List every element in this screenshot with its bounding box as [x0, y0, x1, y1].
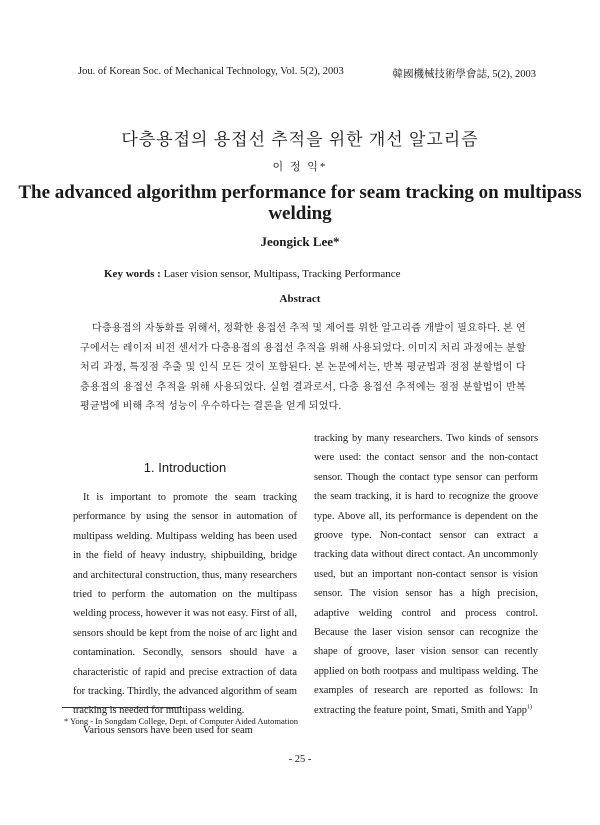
keywords-text: Laser vision sensor, Multipass, Tracking Performance [160, 268, 401, 280]
keywords [104, 268, 401, 280]
footnote-rule [62, 707, 182, 708]
left-column [73, 458, 297, 740]
intro-paragraph-2-continued [314, 429, 538, 720]
section-heading-introduction: 1. Introduction [143, 460, 227, 475]
korean-author: 이 정 익* [272, 161, 328, 173]
author-affiliation-footnote: * Yong - In Songdam College, Dept. of Computer Aided Automation [64, 716, 298, 726]
journal-header-english: Jou. of Korean Soc. of Mechanical Technology, Vol. 5(2), 2003 [78, 66, 344, 77]
intro-paragraph-1: It is important to promote the seam tracking performance by using the sensor in automation of multipass welding. Multipass welding has been used in the field of heavy industry, shipbuilding, bridge and architectural construction, thus, many researchers tried to perform the automation on the multipass welding process, however it was not easy. First of all, sensors should be kept from the noise of arc light and contamination. Secondly, sensors should have a characteristic of rapid and precise extraction of data for tracking. Thirdly, the advanced algorithm of seam tracking is needed for multipass welding. [73, 492, 297, 717]
intro-paragraph-2-text: tracking by many researchers. Two kinds of sensors were used: the contact sensor and the non-contact sensor. Though the contact type sensor can perform the seam tracking, it is hard to recognize the groove type. Above all, its performance is dependent on the groove type. Non-contact sensor can extract a tracking data without direct contact. An uncommonly used, but an important non-contact sensor is vision sensor. The vision sensor has a high precision, adaptive welding control and process control. Because the laser vision sensor can recognize the shape of groove, laser vision sensor can recently applied on both rootpass and multipass welding. The examples of research are reported as follows: In extracting the feature point, Smati, Smith and Yapp [314, 433, 538, 716]
korean-title: 다층용접의 용접선 추적을 위한 개선 알고리즘 [121, 130, 479, 149]
page-number: - 25 - [288, 754, 312, 765]
journal-header-korean: 韓國機械技術學會誌, 5(2), 2003 [392, 69, 536, 80]
abstract-heading: Abstract [279, 293, 321, 305]
intro-paragraph-2-start: Various sensors have been used for seam [83, 724, 253, 736]
english-title: The advanced algorithm performance for seam tracking on multipass welding [18, 182, 582, 224]
keywords-label: Key words : [104, 268, 161, 280]
abstract [80, 319, 526, 417]
abstract-text: 다층용접의 자동화를 위해서, 정확한 용접선 추적 및 제어를 위한 알고리즘 개발이 필요하다. 본 연구에서는 레이저 비전 센서가 다층용접의 용접선 추적을 위해 사용되었다. 이미지 처리 과정에는 분할처리 과정, 특징점 추출 및 인식 모든 것이 포함된다. 본 논문에서는, 반복 평균법과 점점 분할법이 다층용접의 용접선 추적을 위해 사용되었다. 실험 결과로서, 다층 용접선 추적에는 점점 분할법이 반복 평균법에 비해 추적 성능이 우수하다는 결론을 얻게 되었다. [80, 323, 526, 412]
right-column [314, 429, 538, 720]
citation-1: 1) [526, 704, 532, 711]
english-author: Jeongick Lee* [260, 234, 340, 249]
